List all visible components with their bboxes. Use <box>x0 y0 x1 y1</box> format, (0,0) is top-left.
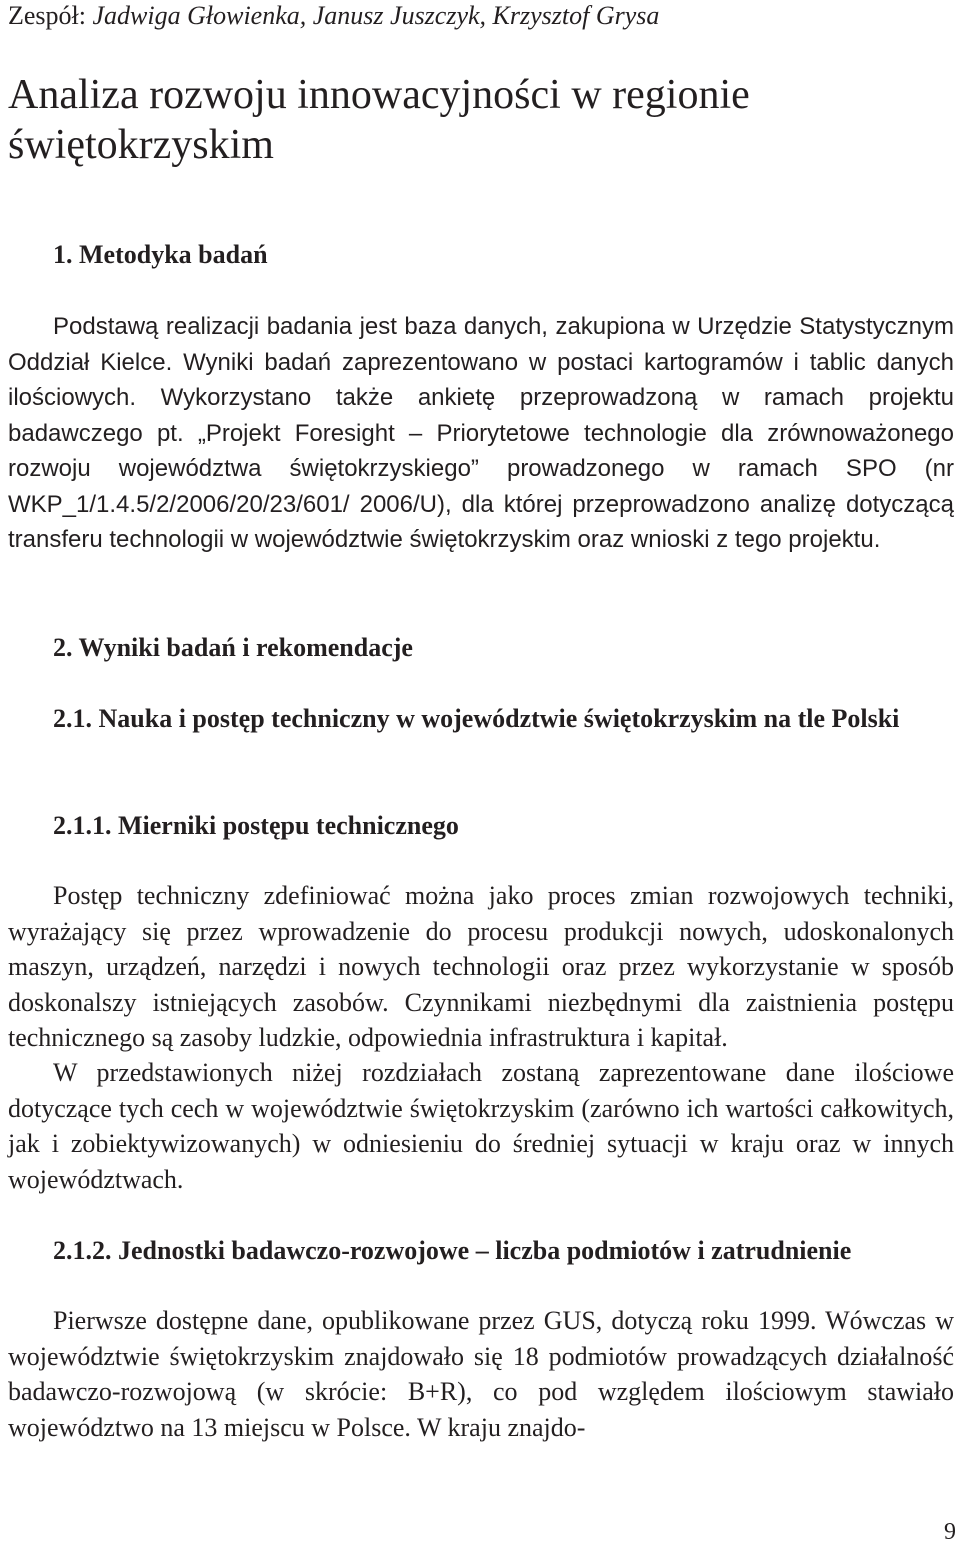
team-line <box>8 0 659 32</box>
section-2-1-2-paragraph-1: Pierwsze dostępne dane, opublikowane przez GUS, dotyczą roku 1999. Wówczas w województwie świętokrzyskim znajdowało się 18 podmiotów prowadzących działalność badawczo-rozwojową (w skrócie: B+R), co pod względem ilościowym stawiało województwo na 13 miejscu w Polsce. W kraju znajdo- <box>8 1306 954 1442</box>
team-label: Zespół: <box>8 1 93 30</box>
section-heading-1: 1. Metodyka badań <box>53 240 268 269</box>
section-heading-2-1-2: 2.1.2. Jednostki badawczo-rozwojowe – liczba podmiotów i zatrudnienie <box>53 1236 852 1265</box>
document-title: Analiza rozwoju innowacyjności w regionie świętokrzyskim <box>8 72 750 168</box>
team-names: Jadwiga Głowienka, Janusz Juszczyk, Krzysztof Grysa <box>92 1 660 30</box>
section-2-1-1-paragraph-2: W przedstawionych niżej rozdziałach zostaną zaprezentowane dane ilościowe dotyczące tych cech w województwie świętokrzyskim (zarówno ich wartości całkowitych, jak i zobiektywizowanych) w odniesieniu do średniej sytuacji w kraju oraz w innych województwach. <box>8 1058 954 1194</box>
section-heading-2-1-1: 2.1.1. Mierniki postępu technicznego <box>53 811 459 840</box>
section-heading-2: 2. Wyniki badań i rekomendacje <box>53 633 413 662</box>
section-heading-2-1: 2.1. Nauka i postęp techniczny w województwie świętokrzyskim na tle Polski <box>53 704 900 733</box>
page-number: 9 <box>944 1519 956 1545</box>
section-1-paragraph: Podstawą realizacji badania jest baza danych, zakupiona w Urzędzie Statystycznym Oddział Kielce. Wyniki badań zaprezentowano w postaci kartogramów i tablic danych ilościowych. Wykorzystano także ankietę przeprowadzoną w ramach projektu badawczego pt. „Projekt Foresight – Priorytetowe technologie dla zrównoważonego rozwoju województwa świętokrzyskiego” prowadzonego w ramach SPO (nr WKP_1/1.4.5/2/2006/20/23/601/ 2006/U), dla której przeprowadzono analizę dotyczącą transferu technologii w województwie świętokrzyskim oraz wnioski z tego projektu. <box>8 313 954 553</box>
section-2-1-1-paragraph-1: Postęp techniczny zdefiniować można jako proces zmian rozwojowych techniki, wyrażający się przez wprowadzenie do procesu produkcji nowych, udoskonalonych maszyn, urządzeń, narzędzi i nowych technologii oraz przez wykorzystanie w sposób doskonalszy istniejących zasobów. Czynnikami niezbędnymi dla zaistnienia postępu technicznego są zasoby ludzkie, odpowiednia infrastruktura i kapitał. <box>8 881 954 1052</box>
